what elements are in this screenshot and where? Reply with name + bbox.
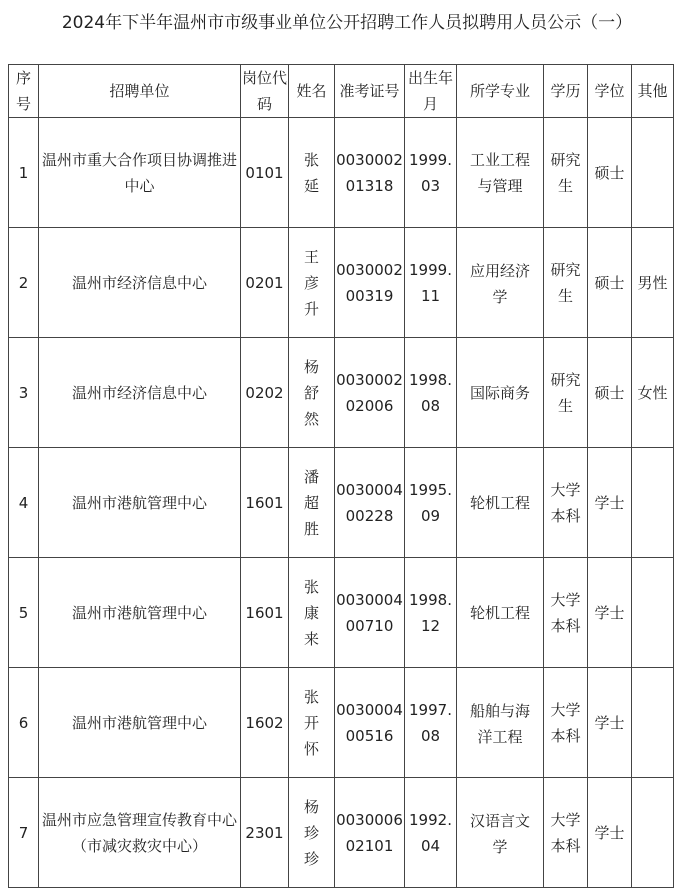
cell-seq: 2 bbox=[9, 228, 39, 338]
page-title: 2024年下半年温州市市级事业单位公开招聘工作人员拟聘用人员公示（一） bbox=[61, 13, 633, 33]
cell-exam-no: 003000400710 bbox=[335, 558, 405, 668]
cell-post-code: 1601 bbox=[241, 448, 289, 558]
cell-seq: 5 bbox=[9, 558, 39, 668]
cell-seq: 6 bbox=[9, 668, 39, 778]
cell-unit: 温州市港航管理中心 bbox=[39, 448, 241, 558]
cell-education: 研究生 bbox=[544, 118, 588, 228]
cell-name: 杨舒然 bbox=[289, 338, 335, 448]
header-other: 其他 bbox=[632, 65, 674, 118]
cell-name: 张延 bbox=[289, 118, 335, 228]
cell-post-code: 0101 bbox=[241, 118, 289, 228]
table-row bbox=[9, 228, 674, 338]
cell-birth: 1995.09 bbox=[405, 448, 457, 558]
cell-education: 研究生 bbox=[544, 228, 588, 338]
cell-degree: 学士 bbox=[588, 448, 632, 558]
cell-unit: 温州市应急管理宣传教育中心（市减灾救灾中心） bbox=[39, 778, 241, 888]
cell-degree: 学士 bbox=[588, 778, 632, 888]
header-unit: 招聘单位 bbox=[39, 65, 241, 118]
table-row bbox=[9, 448, 674, 558]
cell-name: 杨珍珍 bbox=[289, 778, 335, 888]
cell-other bbox=[632, 778, 674, 888]
cell-post-code: 2301 bbox=[241, 778, 289, 888]
cell-exam-no: 003000400516 bbox=[335, 668, 405, 778]
cell-other bbox=[632, 558, 674, 668]
cell-seq: 7 bbox=[9, 778, 39, 888]
cell-education: 大学本科 bbox=[544, 558, 588, 668]
table-row bbox=[9, 668, 674, 778]
cell-exam-no: 003000400228 bbox=[335, 448, 405, 558]
cell-major: 轮机工程 bbox=[457, 558, 544, 668]
header-education: 学历 bbox=[544, 65, 588, 118]
cell-degree: 硕士 bbox=[588, 228, 632, 338]
table-row bbox=[9, 338, 674, 448]
cell-post-code: 1602 bbox=[241, 668, 289, 778]
cell-name: 潘超胜 bbox=[289, 448, 335, 558]
cell-name: 王彦升 bbox=[289, 228, 335, 338]
cell-other bbox=[632, 118, 674, 228]
cell-birth: 1999.11 bbox=[405, 228, 457, 338]
cell-seq: 1 bbox=[9, 118, 39, 228]
header-row bbox=[9, 65, 674, 118]
cell-birth: 1997.08 bbox=[405, 668, 457, 778]
cell-other: 男性 bbox=[632, 228, 674, 338]
cell-unit: 温州市港航管理中心 bbox=[39, 668, 241, 778]
cell-degree: 学士 bbox=[588, 668, 632, 778]
header-degree: 学位 bbox=[588, 65, 632, 118]
cell-other bbox=[632, 448, 674, 558]
cell-birth: 1992.04 bbox=[405, 778, 457, 888]
cell-education: 大学本科 bbox=[544, 448, 588, 558]
header-birth: 出生年月 bbox=[405, 65, 457, 118]
cell-education: 研究生 bbox=[544, 338, 588, 448]
table-row bbox=[9, 778, 674, 888]
cell-major: 轮机工程 bbox=[457, 448, 544, 558]
table-row bbox=[9, 118, 674, 228]
cell-exam-no: 003000202006 bbox=[335, 338, 405, 448]
cell-degree: 学士 bbox=[588, 558, 632, 668]
cell-major: 汉语言文学 bbox=[457, 778, 544, 888]
header-post-code: 岗位代码 bbox=[241, 65, 289, 118]
header-exam-no: 准考证号 bbox=[335, 65, 405, 118]
cell-degree: 硕士 bbox=[588, 338, 632, 448]
cell-unit: 温州市重大合作项目协调推进中心 bbox=[39, 118, 241, 228]
header-major: 所学专业 bbox=[457, 65, 544, 118]
cell-major: 应用经济学 bbox=[457, 228, 544, 338]
recruitment-table bbox=[8, 64, 674, 888]
cell-post-code: 1601 bbox=[241, 558, 289, 668]
cell-exam-no: 003000200319 bbox=[335, 228, 405, 338]
cell-degree: 硕士 bbox=[588, 118, 632, 228]
cell-unit: 温州市港航管理中心 bbox=[39, 558, 241, 668]
cell-education: 大学本科 bbox=[544, 778, 588, 888]
cell-education: 大学本科 bbox=[544, 668, 588, 778]
cell-exam-no: 003000201318 bbox=[335, 118, 405, 228]
cell-birth: 1999.03 bbox=[405, 118, 457, 228]
cell-exam-no: 003000602101 bbox=[335, 778, 405, 888]
cell-unit: 温州市经济信息中心 bbox=[39, 338, 241, 448]
cell-birth: 1998.12 bbox=[405, 558, 457, 668]
cell-major: 工业工程与管理 bbox=[457, 118, 544, 228]
cell-other bbox=[632, 668, 674, 778]
cell-post-code: 0202 bbox=[241, 338, 289, 448]
cell-seq: 3 bbox=[9, 338, 39, 448]
header-seq: 序号 bbox=[9, 65, 39, 118]
cell-other: 女性 bbox=[632, 338, 674, 448]
table-row bbox=[9, 558, 674, 668]
cell-name: 张开怀 bbox=[289, 668, 335, 778]
cell-major: 船舶与海洋工程 bbox=[457, 668, 544, 778]
cell-post-code: 0201 bbox=[241, 228, 289, 338]
header-name: 姓名 bbox=[289, 65, 335, 118]
cell-unit: 温州市经济信息中心 bbox=[39, 228, 241, 338]
cell-seq: 4 bbox=[9, 448, 39, 558]
cell-birth: 1998.08 bbox=[405, 338, 457, 448]
cell-name: 张康来 bbox=[289, 558, 335, 668]
cell-major: 国际商务 bbox=[457, 338, 544, 448]
